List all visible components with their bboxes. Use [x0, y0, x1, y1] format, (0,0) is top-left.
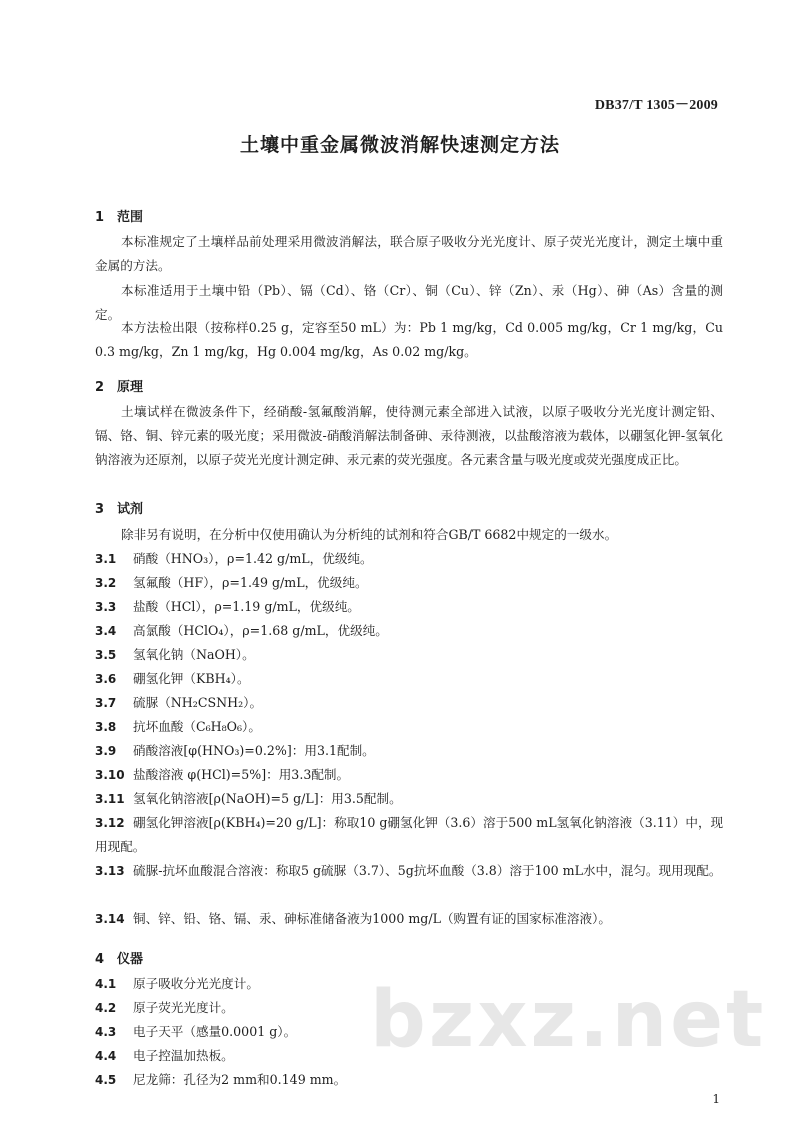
page-number: 1	[712, 1092, 720, 1106]
section-heading-reagents	[95, 498, 143, 517]
section-number: 2	[95, 380, 105, 395]
item-number: 3.8	[95, 720, 117, 734]
item-text: 铜、锌、铅、铬、镉、汞、砷标准储备液为1000 mg/L（购置有证的国家标准溶液）。	[133, 911, 611, 926]
list-item	[95, 739, 725, 763]
item-number: 3.10	[95, 768, 125, 782]
item-number: 3.4	[95, 624, 117, 638]
item-number: 3.13	[95, 864, 125, 878]
item-text: 硝酸（HNO₃），ρ=1.42 g/mL，优级纯。	[133, 551, 373, 566]
reagents-intro: 除非另有说明，在分析中仅使用确认为分析纯的试剂和符合GB/T 6682中规定的一级水。	[121, 527, 618, 542]
item-number: 4.5	[95, 1073, 117, 1087]
list-item	[95, 859, 725, 883]
list-item	[95, 667, 725, 691]
section-heading-apparatus	[95, 948, 143, 967]
list-item	[95, 643, 725, 667]
item-text: 电子控温加热板。	[133, 1048, 234, 1063]
section-title: 原理	[117, 380, 144, 395]
item-text: 原子吸收分光光度计。	[133, 976, 259, 991]
item-text: 高氯酸（HClO₄），ρ=1.68 g/mL，优级纯。	[133, 623, 388, 638]
item-number: 3.9	[95, 744, 117, 758]
section-title: 试剂	[117, 502, 144, 517]
item-number: 3.12	[95, 816, 125, 830]
section-title: 仪器	[117, 952, 144, 967]
item-text: 原子荧光光度计。	[133, 1000, 234, 1015]
section-title: 范围	[117, 210, 144, 225]
item-number: 3.11	[95, 792, 125, 806]
principle-paragraph: 土壤试样在微波条件下，经硝酸-氢氟酸消解，使待测元素全部进入试液，以原子吸收分光光度计测定铅、镉、铬、铜、锌元素的吸光度；采用微波-硝酸消解法制备砷、汞待测液，以盐酸溶液为载体，以硼氢化钾-氢氧化钠溶液为还原剂，以原子荧光光度计测定砷、汞元素的荧光强度。各元素含量与吸光度或荧光强度成正比。	[95, 404, 723, 468]
item-number: 3.14	[95, 912, 125, 926]
section-heading-principle	[95, 376, 143, 395]
page-title: 土壤中重金属微波消解快速测定方法	[239, 134, 560, 156]
item-number: 3.1	[95, 552, 117, 566]
item-number: 4.4	[95, 1049, 117, 1063]
list-item	[95, 595, 725, 619]
item-text: 氢氧化钠（NaOH）。	[133, 647, 255, 662]
list-item	[95, 763, 725, 787]
item-text: 抗坏血酸（C₆H₈O₆）。	[133, 719, 261, 734]
list-item	[95, 571, 725, 595]
section-number: 1	[95, 210, 105, 225]
item-text: 硫脲（NH₂CSNH₂）。	[133, 695, 263, 710]
list-item	[95, 715, 725, 739]
item-text: 尼龙筛：孔径为2 mm和0.149 mm。	[133, 1072, 347, 1087]
item-text: 硝酸溶液[φ(HNO₃)=0.2%]：用3.1配制。	[133, 743, 375, 758]
item-text: 硼氢化钾溶液[ρ(KBH₄)=20 g/L]：称取10 g硼氢化钾（3.6）溶于500 mL氢氧化钠溶液（3.11）中，现用现配。	[95, 815, 724, 854]
section-number: 3	[95, 502, 105, 517]
list-item	[95, 907, 725, 931]
list-item	[95, 1068, 725, 1092]
section-heading-scope	[95, 206, 143, 225]
item-text: 氢氧化钠溶液[ρ(NaOH)=5 g/L]：用3.5配制。	[133, 791, 402, 806]
item-number: 3.3	[95, 600, 117, 614]
item-text: 硼氢化钾（KBH₄）。	[133, 671, 250, 686]
item-number: 3.2	[95, 576, 117, 590]
item-number: 4.1	[95, 977, 117, 991]
list-item	[95, 787, 725, 811]
section-number: 4	[95, 952, 105, 967]
standard-code: DB37/T 1305－2009	[594, 98, 718, 113]
list-item	[95, 619, 725, 643]
scope-paragraph-1: 本标准规定了土壤样品前处理采用微波消解法，联合原子吸收分光光度计、原子荧光光度计，测定土壤中重金属的方法。	[95, 234, 723, 274]
list-item	[95, 547, 725, 571]
item-number: 3.7	[95, 696, 117, 710]
list-item	[95, 811, 725, 859]
item-text: 氢氟酸（HF），ρ=1.49 g/mL，优级纯。	[133, 575, 368, 590]
watermark: bzxz.net	[370, 975, 767, 1065]
scope-paragraph-2: 本标准适用于土壤中铅（Pb）、镉（Cd）、铬（Cr）、铜（Cu）、锌（Zn）、汞（Hg）、砷（As）含量的测定。	[95, 283, 723, 323]
item-text: 盐酸溶液 φ(HCl)=5%]：用3.3配制。	[133, 767, 350, 782]
item-number: 4.3	[95, 1025, 117, 1039]
item-text: 电子天平（感量0.0001 g）。	[133, 1024, 297, 1039]
item-number: 4.2	[95, 1001, 117, 1015]
list-item	[95, 691, 725, 715]
item-number: 3.5	[95, 648, 117, 662]
item-text: 硫脲-抗坏血酸混合溶液：称取5 g硫脲（3.7）、5g抗坏血酸（3.8）溶于100 mL水中，混匀。现用现配。	[133, 863, 722, 878]
item-number: 3.6	[95, 672, 117, 686]
item-text: 盐酸（HCl），ρ=1.19 g/mL，优级纯。	[133, 599, 360, 614]
scope-paragraph-3: 本方法检出限（按称样0.25 g，定容至50 mL）为：Pb 1 mg/kg，Cd 0.005 mg/kg，Cr 1 mg/kg，Cu 0.3 mg/kg，Zn 1 mg/kg，Hg 0.004 mg/kg，As 0.02 mg/kg。	[95, 320, 723, 360]
